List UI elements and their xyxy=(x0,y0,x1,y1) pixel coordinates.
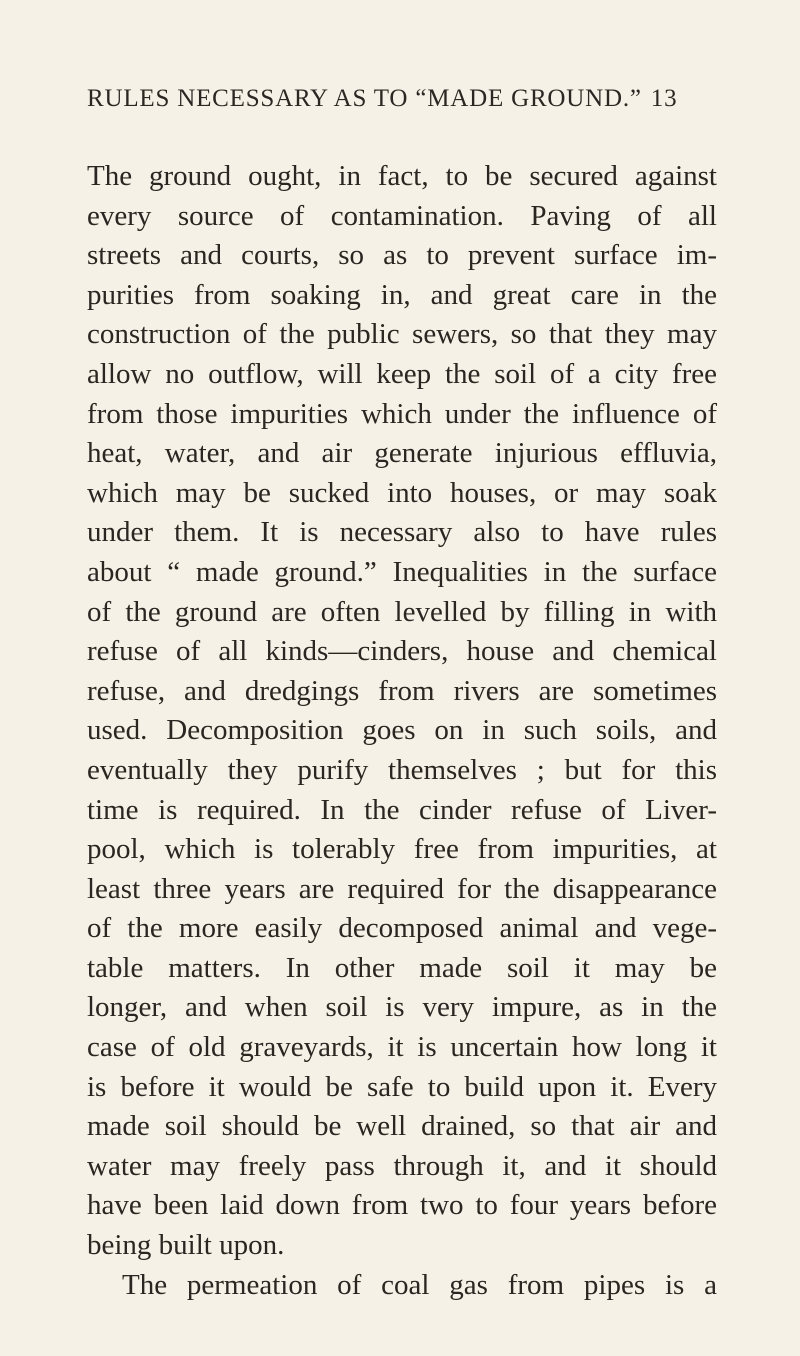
text-line: under them. It is necessary also to have rules xyxy=(87,516,717,549)
text-line: about “ made ground.” Inequalities in the surface xyxy=(87,555,717,588)
text-line: refuse of all kinds—cinders, house and chemical xyxy=(87,635,717,668)
text-line: construction of the public sewers, so that they may xyxy=(87,318,717,351)
text-line: of the more easily decomposed animal and vege- xyxy=(87,912,717,945)
text-line: The ground ought, in fact, to be secured against xyxy=(87,160,717,192)
text-line: water may freely pass through it, and it should xyxy=(87,1149,717,1182)
text-line: every source of contamination. Paving of all xyxy=(87,199,717,232)
text-line: table matters. In other made soil it may be xyxy=(87,951,717,984)
text-line: time is required. In the cinder refuse of Liver- xyxy=(87,793,717,826)
text-line: heat, water, and air generate injurious effluvia, xyxy=(87,437,717,470)
text-line: least three years are required for the disappearance xyxy=(87,872,717,905)
paragraph-start-line: The permeation of coal gas from pipes is a xyxy=(122,1268,717,1301)
text-line: used. Decomposition goes on in such soils, and xyxy=(87,714,717,747)
text-line: which may be sucked into houses, or may soak xyxy=(87,476,717,509)
text-line: case of old graveyards, it is uncertain how long it xyxy=(87,1031,717,1064)
running-head-title: RULES NECESSARY AS TO “MADE GROUND.” xyxy=(87,85,642,112)
text-line: refuse, and dredgings from rivers are sometimes xyxy=(87,674,717,707)
page-number: 13 xyxy=(650,85,678,112)
text-line: eventually they purify themselves ; but for this xyxy=(87,753,717,786)
text-line: pool, which is tolerably free from impurities, at xyxy=(87,833,717,866)
paragraph-end-line: being built upon. xyxy=(87,1229,285,1262)
running-head xyxy=(87,85,727,113)
text-line: of the ground are often levelled by filling in with xyxy=(87,595,717,628)
text-line: made soil should be well drained, so that air and xyxy=(87,1110,717,1143)
text-line: purities from soaking in, and great care in the xyxy=(87,278,717,311)
text-line: longer, and when soil is very impure, as in the xyxy=(87,991,717,1024)
text-line: streets and courts, so as to prevent surface im- xyxy=(87,239,717,272)
text-line: have been laid down from two to four years before xyxy=(87,1189,717,1222)
text-line: allow no outflow, will keep the soil of a city free xyxy=(87,357,717,390)
body-text xyxy=(87,157,717,1305)
text-line: is before it would be safe to build upon it. Every xyxy=(87,1070,717,1103)
text-line: from those impurities which under the influence of xyxy=(87,397,717,430)
